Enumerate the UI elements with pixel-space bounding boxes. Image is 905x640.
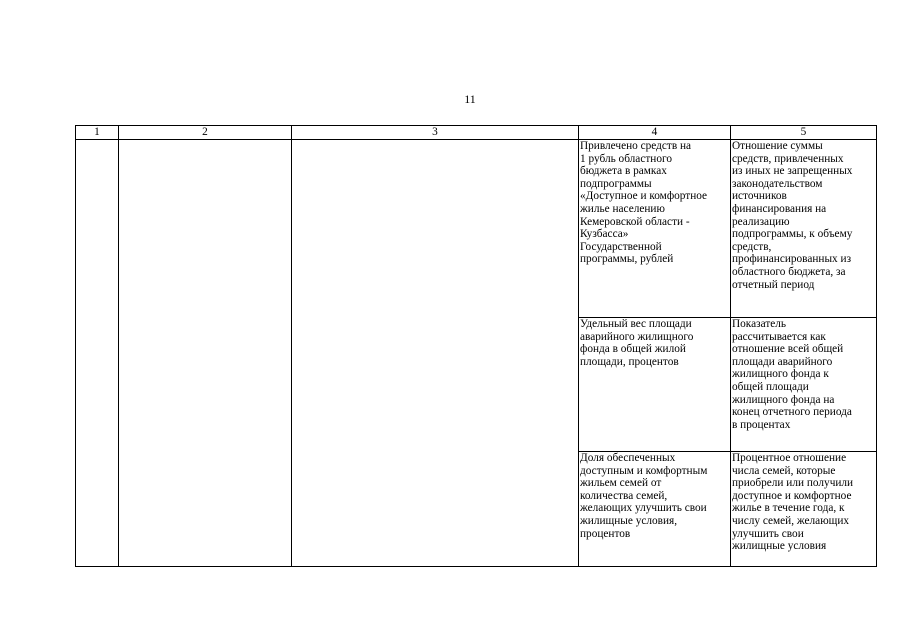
cell-col-3: [292, 140, 579, 567]
indicators-table: [75, 125, 877, 567]
method-cell: [731, 452, 877, 567]
column-header-5: 5: [731, 126, 877, 140]
cell-col-2: [119, 140, 292, 567]
method-text: Процентное отношение числа семей, которые приобрели или получили доступное и комфортное жилье в течение года, к числу семей, желающих улучшить свои жилищные условия: [732, 452, 854, 553]
table-header-row: [76, 126, 877, 140]
column-header-4: 4: [579, 126, 731, 140]
indicator-cell: [579, 140, 731, 318]
column-header-2: 2: [119, 126, 292, 140]
column-header-3: 3: [292, 126, 579, 140]
table-row: [76, 140, 877, 318]
column-header-1: 1: [76, 126, 119, 140]
page-number: 11: [464, 92, 476, 106]
cell-col-1: [76, 140, 119, 567]
method-cell: [731, 140, 877, 318]
method-cell: [731, 318, 877, 452]
indicator-text: Доля обеспеченных доступным и комфортным жильем семей от количества семей, желающих улучшить свои жилищные условия, процентов: [580, 452, 708, 540]
method-text: Показатель рассчитывается как отношение всей общей площади аварийного жилищного фонда к общей площади жилищного фонда на конец отчетного периода в процентах: [732, 318, 852, 431]
indicator-text: Удельный вес площади аварийного жилищного фонда в общей жилой площади, процентов: [580, 318, 694, 368]
method-text: Отношение суммы средств, привлеченных из иных не запрещенных законодательством источников финансирования на реализацию подпрограммы, к объему средств, профинансированных из областного бюджета, за отчетный период: [732, 140, 853, 291]
indicator-cell: [579, 318, 731, 452]
indicator-cell: [579, 452, 731, 567]
indicator-text: Привлечено средств на 1 рубль областного бюджета в рамках подпрограммы «Доступное и комфортное жилье населению Кемеровской области - Кузбасса» Государственной программы, рублей: [580, 140, 708, 266]
